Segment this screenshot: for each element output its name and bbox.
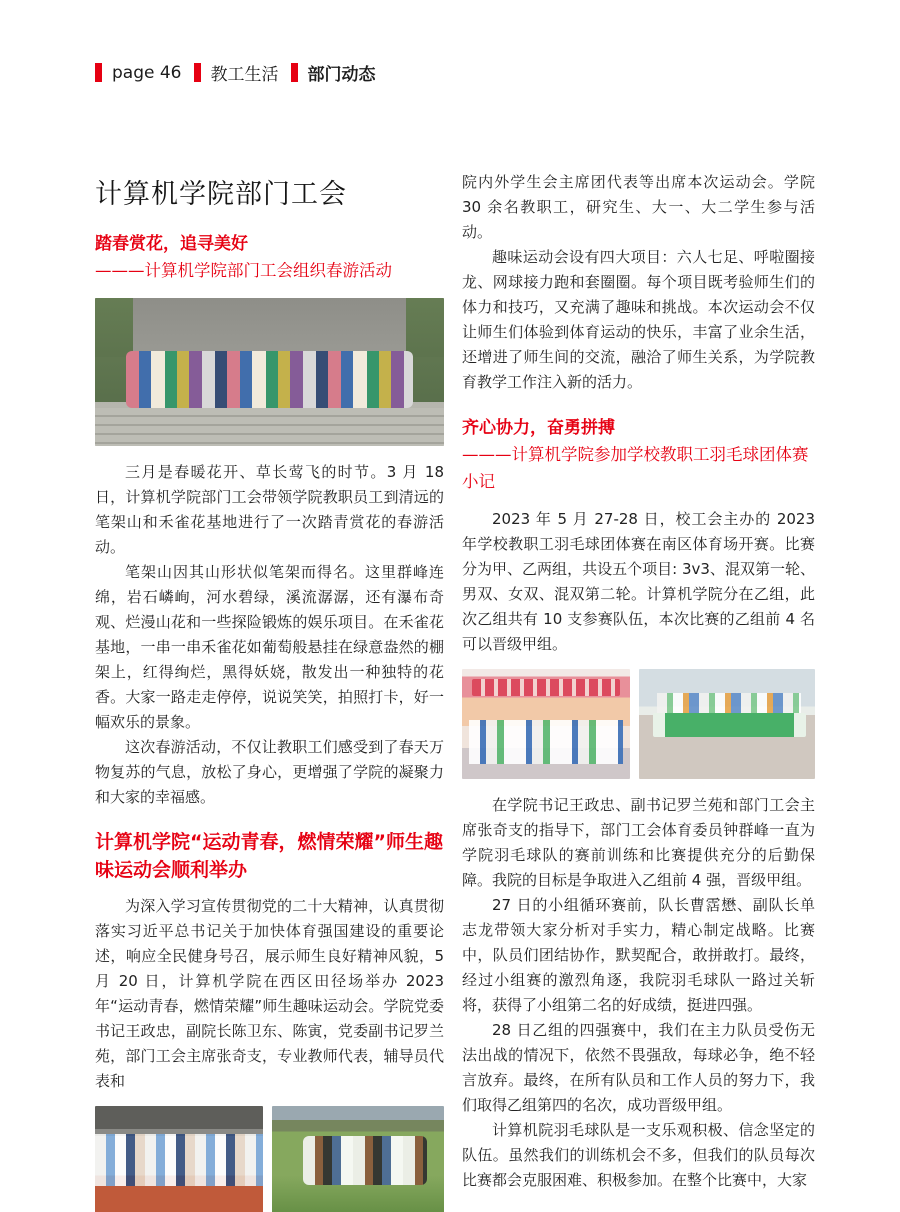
article1-headline: 踏春赏花，追寻美好	[95, 234, 248, 254]
section-label-life: 教工生活	[210, 65, 279, 85]
badminton-photo-row	[462, 669, 815, 779]
photo-sports-crowd	[95, 1106, 263, 1212]
photo-spring-outing	[95, 298, 444, 446]
stone-steps-decor	[95, 408, 444, 446]
paragraph: 三月是春暖花开、草长莺飞的时节。3 月 18 日，计算机学院部门工会带领学院教职员工到清远的笔架山和禾雀花基地进行了一次踏青赏花的春游活动。	[95, 463, 444, 556]
crowd-decor	[303, 1136, 427, 1185]
paragraph: 2023 年 5 月 27-28 日，校工会主办的 2023 年学校教职工羽毛球团体赛在南区体育场开赛。比赛分为甲、乙两组，共设五个项目: 3v3、混双第一轮、男双、女双、混双第二轮。计算机学院分在乙组，此次乙组共有 10 支参赛队伍，本次比赛的乙组前 4 名可以晋级甲组。	[462, 510, 815, 653]
page-header	[95, 60, 388, 85]
green-banner-decor	[653, 713, 806, 737]
photo-badminton-team-2	[639, 669, 815, 779]
article1-subline: ———计算机学院部门工会组织春游活动	[95, 261, 392, 280]
team-decor	[469, 720, 624, 764]
right-column	[462, 170, 815, 1193]
article3-subline: ———计算机学院参加学校教职工羽毛球团体赛小记	[462, 445, 809, 491]
article-fun-sports	[95, 828, 444, 1212]
article3-headline: 齐心协力，奋勇拼搏	[462, 418, 615, 438]
article2-headline: 计算机学院“运动青春，燃情荣耀”师生趣味运动会顺利举办	[95, 831, 443, 881]
paragraph: 28 日乙组的四强赛中，我们在主力队员受伤无法出战的情况下，依然不畏强敌，每球必争，绝不轻言放弃。最终，在所有队员和工作人员的努力下，我们取得乙组第四的名次，成功晋级甲组。	[462, 1021, 815, 1114]
article-spring-outing	[95, 231, 444, 810]
page-title: 计算机学院部门工会	[95, 179, 347, 210]
paragraph: 为深入学习宣传贯彻党的二十大精神，认真贯彻落实习近平总书记关于加快体育强国建设的重要论述，响应全民健身号召，展示师生良好精神风貌，5 月 20 日，计算机学院在西区田径场举办 2023 年“运动青春，燃情荣耀”师生趣味运动会。学院党委书记王政忠，副院长陈卫东、陈寅，党委副书记罗兰苑，部门工会主席张奇支，专业教师代表，辅导员代表和	[95, 897, 444, 1090]
paragraph: 在学院书记王政忠、副书记罗兰苑和部门工会主席张奇支的指导下，部门工会体育委员钟群峰一直为学院羽毛球队的赛前训练和比赛提供充分的后勤保障。我院的目标是争取进入乙组前 4 强，晋级甲组。	[462, 796, 815, 889]
crowd-decor	[95, 1134, 263, 1186]
photo-sports-field	[272, 1106, 444, 1212]
section-label-dynamics: 部门动态	[307, 65, 376, 85]
paragraph: 院内外学生会主席团代表等出席本次运动会。学院 30 余名教职工，研究生、大一、大二学生参与活动。	[462, 173, 815, 241]
red-bar-icon	[291, 63, 298, 82]
banner-decor	[472, 679, 620, 697]
red-bar-icon	[194, 63, 201, 82]
left-column	[95, 170, 444, 1212]
paragraph: 计算机院羽毛球队是一支乐观积极、信念坚定的队伍。虽然我们的训练机会不多，但我们的队员每次比赛都会克服困难、积极参加。在整个比赛中，大家	[462, 1121, 815, 1189]
group-people-decor	[126, 351, 412, 407]
sports-photo-row	[95, 1106, 444, 1212]
red-bar-icon	[95, 63, 102, 82]
paragraph: 趣味运动会设有四大项目：六人七足、呼啦圈接龙、网球接力跑和套圈圈。每个项目既考验师生们的体力和技巧，又充满了趣味和挑战。本次运动会不仅让师生们体验到体育运动的快乐，丰富了业余生活，还增进了师生间的交流，融洽了师生关系，为学院教育教学工作注入新的活力。	[462, 248, 815, 391]
paragraph: 27 日的小组循环赛前，队长曹霑懋、副队长单志龙带领大家分析对手实力，精心制定战略。比赛中，队员们团结协作，默契配合，敢拼敢打。最终，经过小组赛的激烈角逐，我院羽毛球队一路过关斩将，获得了小组第二名的好成绩，挺进四强。	[462, 896, 815, 1014]
paragraph: 这次春游活动，不仅让教职工们感受到了春天万物复苏的气息，放松了身心，更增强了学院的凝聚力和大家的幸福感。	[95, 738, 444, 806]
article-fun-sports-continued	[462, 170, 815, 395]
page-number: page 46	[112, 62, 182, 83]
article-badminton	[462, 415, 815, 1193]
paragraph: 笔架山因其山形状似笔架而得名。这里群峰连绵，岩石嶙峋，河水碧绿，溪流潺潺，还有瀑布奇观、烂漫山花和一些探险锻炼的娱乐项目。在禾雀花基地，一串一串禾雀花如葡萄般悬挂在绿意盎然的棚架上，红得绚烂，黑得妖娆，散发出一种独特的花香。大家一路走走停停，说说笑笑，拍照打卡，好一幅欢乐的景象。	[95, 563, 444, 731]
photo-badminton-team-1	[462, 669, 630, 779]
